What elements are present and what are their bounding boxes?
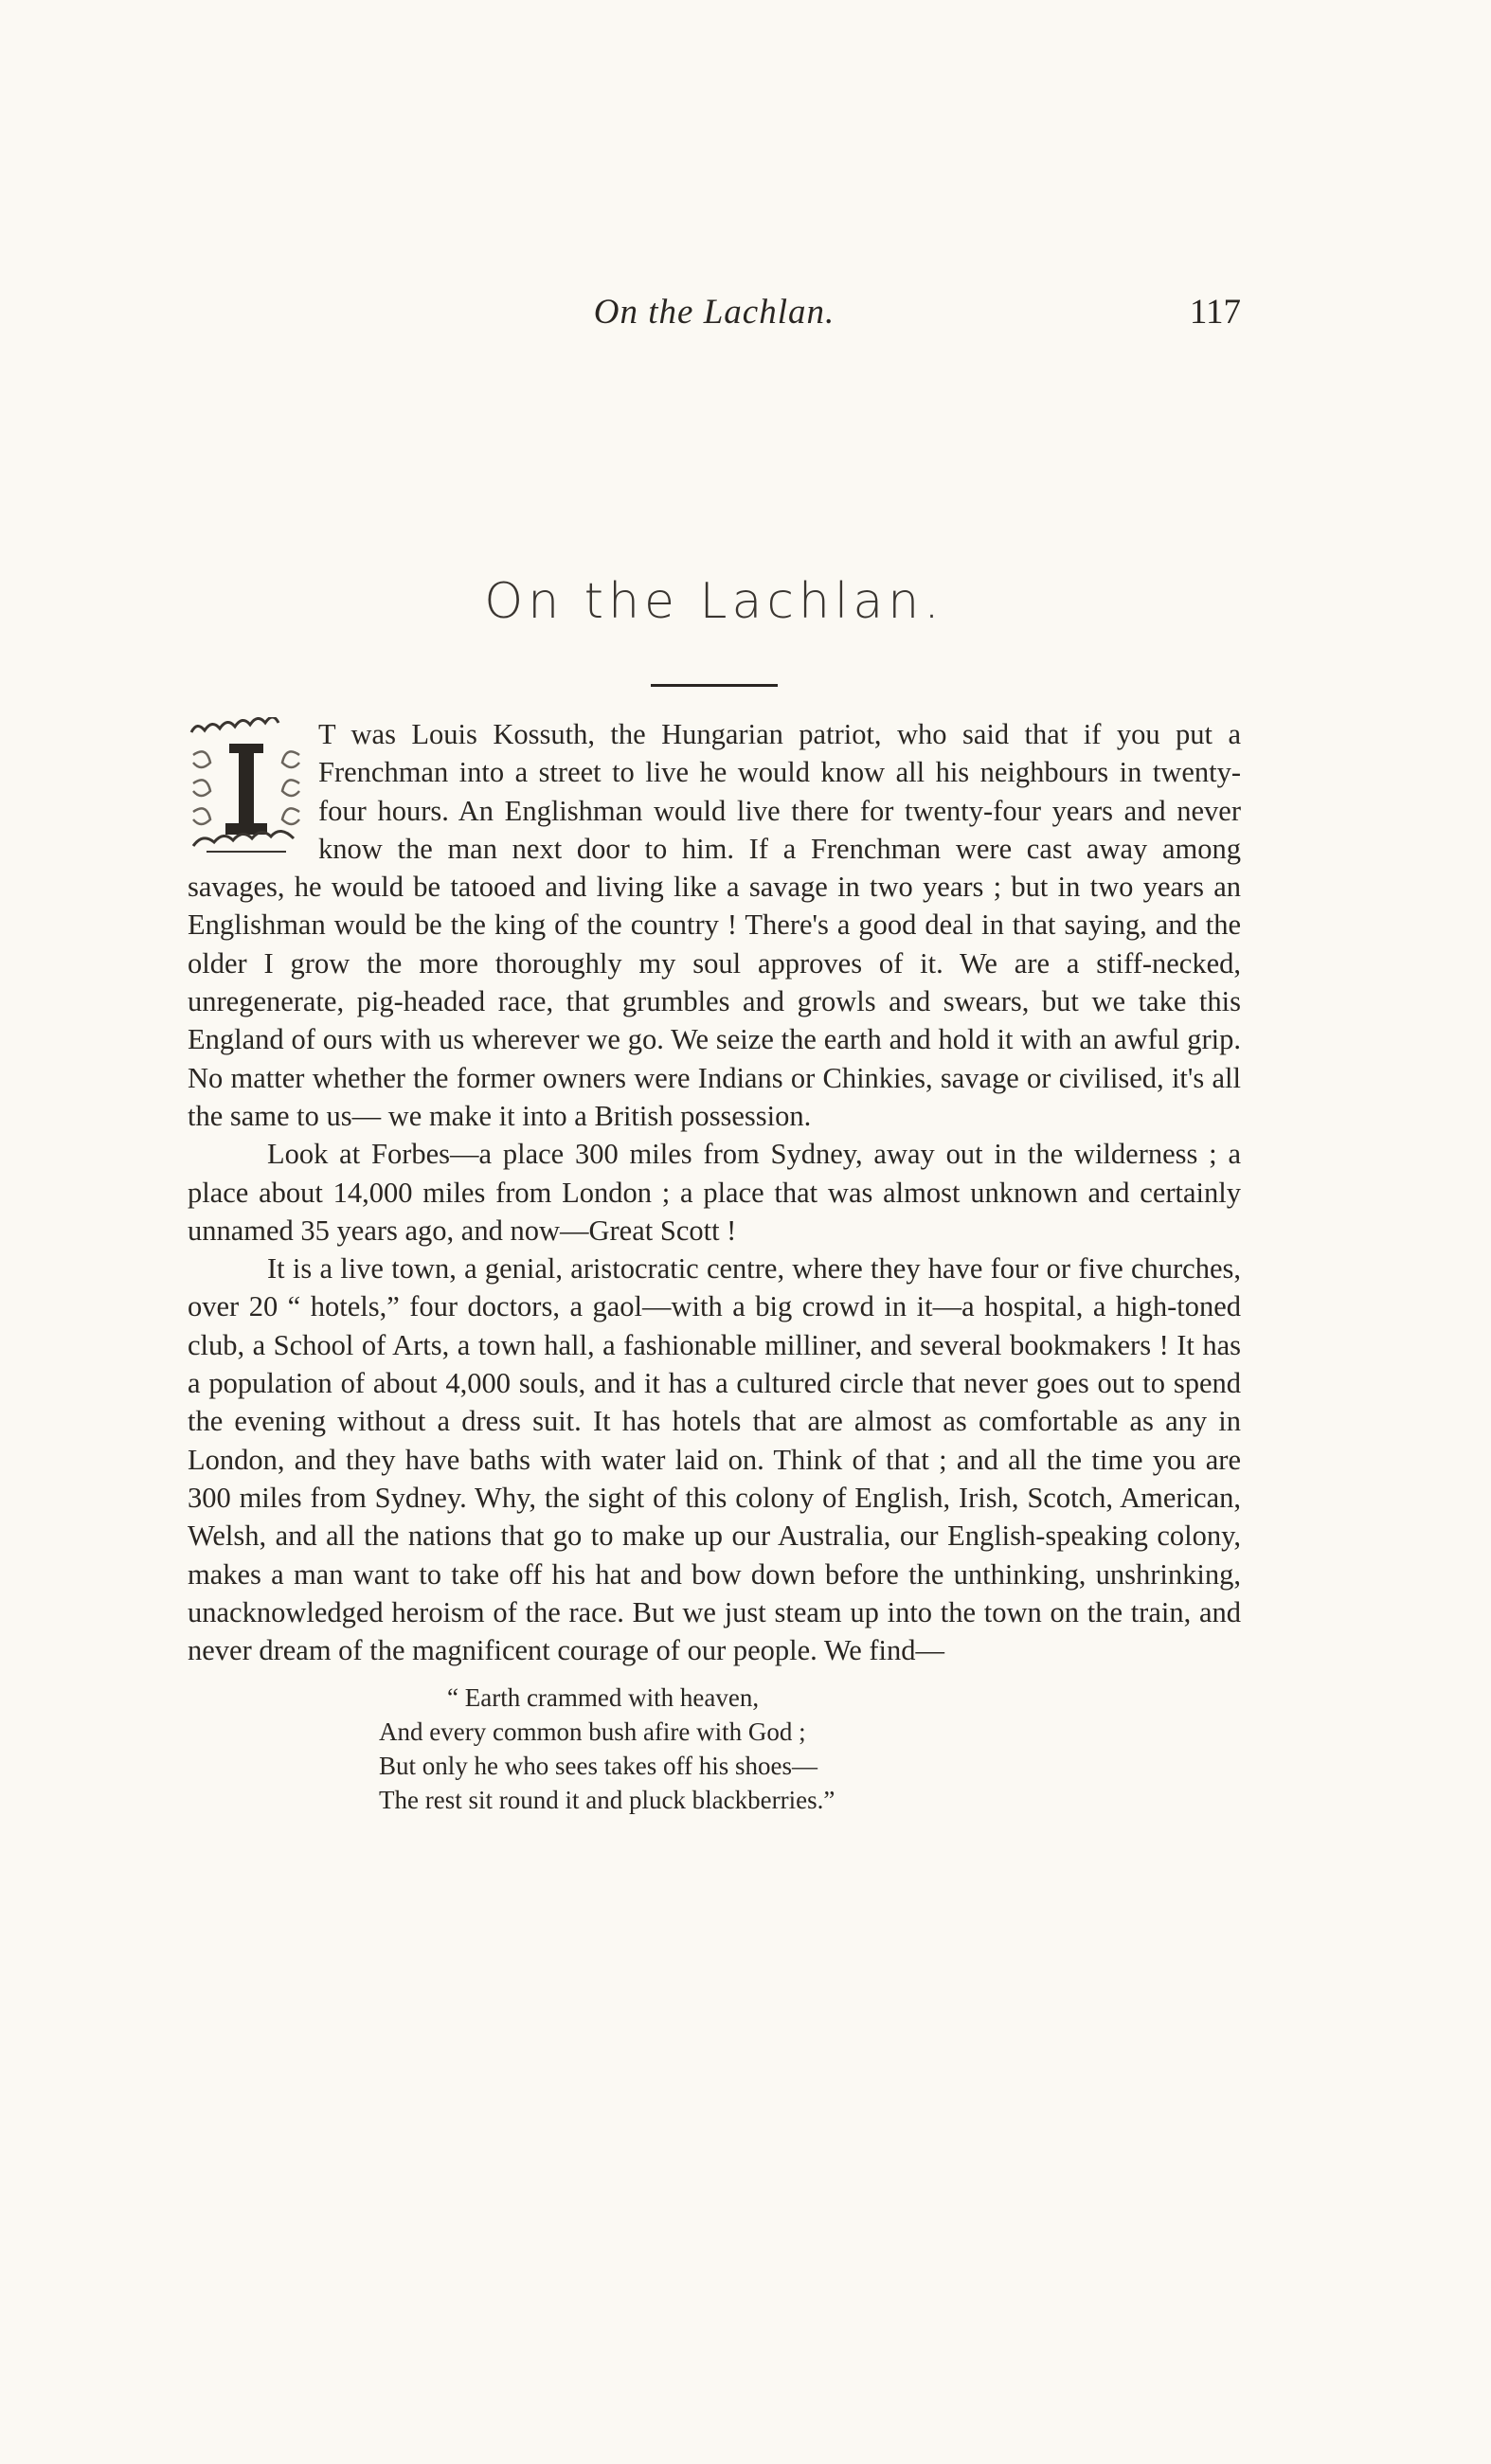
- body-text: [188, 715, 1241, 1817]
- chapter-title: On the Lachlan.: [484, 573, 944, 630]
- verse-line: And every common bush afire with God ;: [379, 1718, 806, 1747]
- paragraph-2: Look at Forbes—a place 300 miles from Sydney, away out in the wilderness ; a place about 14,000 miles from London ; a place that was almost unknown and certainly unnamed 35 years ago, and now—Great Scott !: [188, 1138, 1241, 1247]
- paragraph-1: T was Louis Kossuth, the Hungarian patriot, who said that if you put a Frenchman into a street to live he would know all his neighbours in twenty-four hours. An Englishman would live there for twenty-four years and never know the man next door to him. If a Frenchman were cast away among savages, he would be tatooed and living like a savage in two years ; but in two years an Englishman would be the king of the country ! There's a good deal in that saying, and the older I grow the more thoroughly my soul approves of it. We are a stiff-necked, unregenerate, pig-headed race, that grumbles and growls and swears, but we take this England of ours with us wherever we go. We seize the earth and hold it with an awful grip. No matter whether the former owners were Indians or Chinkies, savage or civilised, it's all the same to us— we make it into a British possession.: [188, 718, 1241, 1132]
- verse-line: “ Earth crammed with heaven,: [447, 1683, 760, 1713]
- page-number: 117: [1189, 293, 1241, 332]
- ornamental-initial-icon: [188, 717, 305, 857]
- verse-line: The rest sit round it and pluck blackberries.”: [379, 1786, 835, 1815]
- title-rule: [651, 684, 778, 687]
- running-head: [188, 292, 1241, 339]
- verse-quote: [379, 1681, 1241, 1817]
- paragraph-3: It is a live town, a genial, aristocratic centre, where they have four or five churches, over 20 “ hotels,” four doctors, a gaol—with a big crowd in it—a hospital, a high-toned club, a School of Arts, a town hall, a fashionable milliner, and several bookmakers ! It has a population of about 4,000 souls, and it has a cultured circle that never goes out to spend the evening without a dress suit. It has hotels that are almost as comfortable as any in London, and they have baths with water laid on. Think of that ; and all the time you are 300 miles from Sydney. Why, the sight of this colony of English, Irish, Scotch, American, Welsh, and all the nations that go to make up our Australia, our English-speaking colony, makes a man want to take off his hat and bow down before the unthinking, unshrinking, unacknowledged heroism of the race. But we just steam up into the town on the train, and never dream of the magnificent courage of our people. We find—: [188, 1252, 1241, 1667]
- running-head-title: On the Lachlan.: [593, 293, 835, 332]
- verse-line: But only he who sees takes off his shoes—: [379, 1752, 817, 1781]
